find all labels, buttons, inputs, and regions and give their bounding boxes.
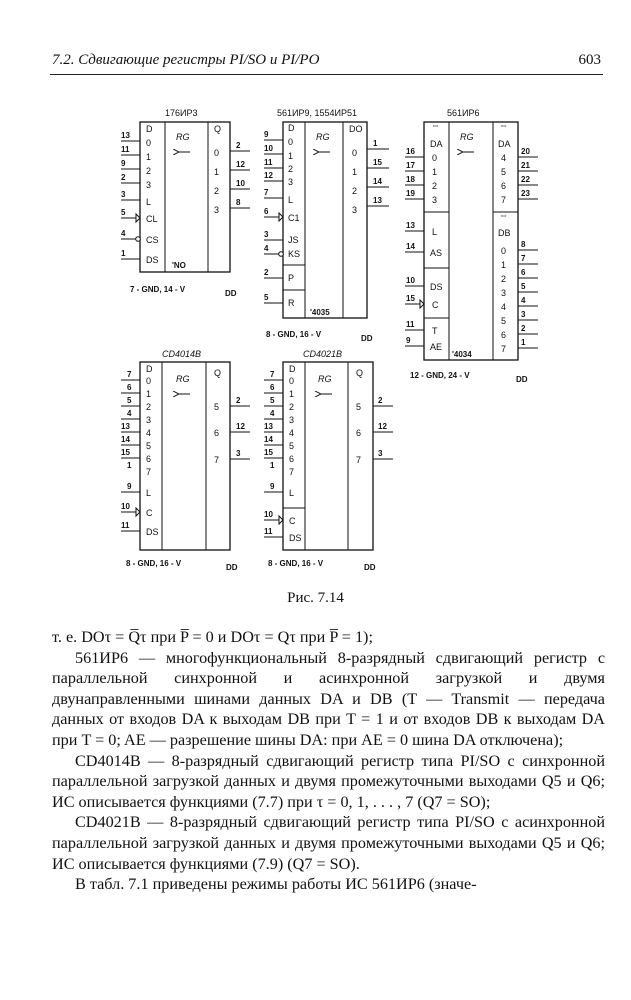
chip-cd4014b [121,349,250,572]
paragraph-1: т. е. DOτ = Q̅τ при P̅ = 0 и DOτ = Qτ при P̅ = 1); [52,628,373,646]
svg-text:RG: RG [318,374,332,384]
svg-text:D: D [289,364,296,374]
svg-text:DA: DA [498,139,511,149]
svg-text:0: 0 [501,246,507,256]
svg-text:12: 12 [378,422,387,431]
svg-text:15: 15 [373,158,382,167]
svg-text:2: 2 [501,274,507,284]
svg-text:DS: DS [146,255,159,265]
svg-text:3: 3 [214,205,220,215]
svg-text:11: 11 [264,158,273,167]
svg-text:11: 11 [121,145,130,154]
svg-text:2: 2 [288,164,294,174]
svg-text:10: 10 [264,510,273,519]
svg-text:JS: JS [288,235,299,245]
svg-text:DD: DD [226,563,238,572]
svg-text:13: 13 [406,221,415,230]
svg-text:L: L [432,227,438,237]
svg-text:1: 1 [214,167,220,177]
svg-text:15: 15 [121,448,130,457]
svg-text:0: 0 [146,376,152,386]
svg-text:AS: AS [430,248,443,258]
svg-text:7: 7 [127,370,132,379]
chip-title: CD4021B [303,349,343,359]
svg-text:4: 4 [521,296,526,305]
svg-text:21: 21 [521,161,530,170]
svg-text:13: 13 [264,422,273,431]
svg-text:2: 2 [146,166,152,176]
svg-text:RG: RG [460,132,474,142]
svg-text:7 - GND, 14 - V: 7 - GND, 14 - V [130,285,186,294]
svg-text:10: 10 [406,276,415,285]
svg-text:5: 5 [121,208,126,217]
svg-text:7: 7 [289,467,295,477]
svg-text:4: 4 [121,229,126,238]
svg-text:5: 5 [146,441,152,451]
svg-text:0: 0 [432,153,438,163]
svg-text:8: 8 [236,198,241,207]
paragraph-5: В табл. 7.1 приведены режимы работы ИС 561ИР6 (значе- [75,875,477,894]
svg-text:R: R [288,298,295,308]
svg-text:18: 18 [406,175,415,184]
svg-text:0: 0 [288,137,294,147]
chip-cd4021b [264,349,393,572]
svg-text:7: 7 [501,344,507,354]
svg-text:9: 9 [270,482,275,491]
svg-text:4: 4 [501,302,507,312]
svg-text:AE: AE [430,342,443,352]
chip-title: 561ИР9, 1554ИР51 [277,108,357,118]
figure-caption: Рис. 7.14 [287,590,344,606]
svg-text:2: 2 [521,324,526,333]
svg-text:2: 2 [146,402,152,412]
svg-text:6: 6 [356,428,362,438]
svg-text:D: D [146,364,153,374]
svg-text:1: 1 [521,338,526,347]
svg-text:C: C [146,508,153,518]
svg-text:17: 17 [406,161,415,170]
svg-text:14: 14 [373,177,382,186]
svg-text:4: 4 [270,409,275,418]
svg-text:9: 9 [406,336,411,345]
svg-text:11: 11 [264,527,273,536]
svg-text:5: 5 [127,396,132,405]
svg-text:1: 1 [127,461,132,470]
svg-text:7: 7 [356,455,362,465]
svg-text:5: 5 [501,316,507,326]
svg-text:7: 7 [214,455,220,465]
svg-text:KS: KS [288,249,301,259]
svg-text:DS: DS [289,533,302,543]
svg-text:L: L [146,488,152,498]
chip-title: 176ИР3 [165,108,198,118]
svg-text:CS: CS [146,235,159,245]
svg-text:23: 23 [521,189,530,198]
chip-176ir3 [121,108,250,298]
svg-text:4: 4 [501,153,507,163]
svg-text:22: 22 [521,175,530,184]
paragraph-2: 561ИР6 — многофункциональный 8-разрядный сдвигающий регистр с параллельной синхронной и асинхронной загрузкой и двумя двунаправленными шинами данных DA и DB (T — Transmit — передача данных от входов DA к выходам DB при T = 1 и от входов DB к выходам DA при T = 0; AE — разрешение шины DA: при AE = 0 шина DA отключена); [52,648,605,749]
svg-text:1: 1 [270,461,275,470]
svg-text:DB: DB [498,228,511,238]
svg-text:D: D [288,123,295,133]
svg-text:DD: DD [364,563,376,572]
svg-text:0: 0 [289,376,295,386]
svg-text:CL: CL [146,214,158,224]
svg-text:3: 3 [146,415,152,425]
svg-text:0: 0 [146,138,152,148]
svg-text:3: 3 [146,180,152,190]
svg-text:8 - GND, 16 - V: 8 - GND, 16 - V [126,559,182,568]
svg-text:3: 3 [288,177,294,187]
svg-text:1: 1 [352,167,358,177]
svg-text:RG: RG [176,374,190,384]
svg-text:10: 10 [121,502,130,511]
chip-561ir9 [264,108,389,343]
svg-text:2: 2 [214,186,220,196]
svg-text:4: 4 [127,409,132,418]
svg-text:3: 3 [264,230,269,239]
svg-text:5: 5 [521,282,526,291]
svg-text:0: 0 [214,148,220,158]
svg-text:13: 13 [373,196,382,205]
svg-text:16: 16 [406,147,415,156]
paragraph-3: CD4014B — 8-разрядный сдвигающий регистр типа PI/SO с синхронной параллельной загрузкой данных и двумя промежуточными выходами Q5 и Q6; ИС описывается функциями (7.7) при τ = 0, 1, . . . , 7 (Q7 = SO); [52,751,605,811]
svg-text:⇔: ⇔ [431,120,440,130]
svg-text:6: 6 [127,383,132,392]
svg-text:1: 1 [373,139,378,148]
svg-text:P: P [288,273,295,283]
svg-text:2: 2 [352,186,358,196]
svg-text:4: 4 [146,428,152,438]
svg-text:7: 7 [270,370,275,379]
svg-text:⇔: ⇔ [499,120,508,130]
svg-text:3: 3 [289,415,295,425]
svg-text:3: 3 [121,190,126,199]
svg-text:8: 8 [521,240,526,249]
svg-text:3: 3 [501,288,507,298]
svg-text:Q: Q [214,124,222,134]
svg-text:C: C [432,300,439,310]
svg-text:15: 15 [406,294,415,303]
svg-text:1: 1 [288,151,294,161]
svg-text:6: 6 [264,207,269,216]
svg-text:11: 11 [406,320,415,329]
svg-text:9: 9 [121,159,126,168]
svg-text:C: C [289,516,296,526]
svg-text:D: D [146,124,153,134]
svg-text:14: 14 [121,435,130,444]
svg-text:3: 3 [432,195,438,205]
svg-text:2: 2 [236,396,241,405]
svg-text:6: 6 [270,383,275,392]
svg-text:5: 5 [356,402,362,412]
svg-text:1: 1 [121,249,126,258]
svg-text:DD: DD [361,334,373,343]
svg-text:RG: RG [316,132,330,142]
svg-text:2: 2 [378,396,383,405]
svg-text:8 - GND, 16 - V: 8 - GND, 16 - V [266,330,322,339]
svg-text:DS: DS [146,527,159,537]
svg-text:7: 7 [146,467,152,477]
svg-text:10: 10 [264,144,273,153]
svg-text:4: 4 [264,244,269,253]
svg-text:1: 1 [289,389,295,399]
chip-title: 561ИР6 [447,108,480,118]
svg-text:13: 13 [121,422,130,431]
svg-text:6: 6 [501,181,507,191]
svg-text:5: 5 [264,293,269,302]
svg-text:6: 6 [146,454,152,464]
svg-text:2: 2 [264,268,269,277]
svg-text:9: 9 [264,130,269,139]
svg-text:DD: DD [225,289,237,298]
svg-text:3: 3 [352,205,358,215]
svg-text:3: 3 [378,449,383,458]
page-number: 603 [578,52,601,68]
running-header-section: 7.2. Сдвигающие регистры PI/SO и PI/PO [52,52,320,68]
svg-text:DA: DA [430,139,443,149]
svg-text:5: 5 [501,167,507,177]
svg-text:11: 11 [121,521,130,530]
chip-title: CD4014B [162,349,202,359]
svg-text:'NO: 'NO [172,261,186,270]
svg-text:5: 5 [214,402,220,412]
svg-text:DD: DD [516,375,528,384]
svg-text:RG: RG [176,132,190,142]
svg-text:6: 6 [214,428,220,438]
svg-text:0: 0 [352,148,358,158]
svg-text:9: 9 [127,482,132,491]
svg-text:L: L [146,197,152,207]
svg-text:'4035: '4035 [310,308,330,317]
svg-text:20: 20 [521,147,530,156]
svg-text:Q: Q [214,368,222,378]
svg-text:14: 14 [264,435,273,444]
svg-text:14: 14 [406,242,415,251]
svg-text:DS: DS [430,282,443,292]
svg-text:19: 19 [406,189,415,198]
body-text [52,627,605,895]
svg-text:15: 15 [264,448,273,457]
svg-text:3: 3 [521,310,526,319]
svg-text:12: 12 [236,422,245,431]
svg-text:1: 1 [432,167,438,177]
svg-text:C1: C1 [288,213,300,223]
svg-text:3: 3 [236,449,241,458]
svg-text:2: 2 [289,402,295,412]
svg-text:10: 10 [236,179,245,188]
svg-text:6: 6 [501,330,507,340]
svg-text:L: L [288,195,294,205]
svg-text:6: 6 [521,268,526,277]
svg-text:6: 6 [289,454,295,464]
svg-text:1: 1 [501,260,507,270]
svg-text:2: 2 [236,141,241,150]
svg-text:2: 2 [432,181,438,191]
svg-text:2: 2 [121,173,126,182]
svg-text:7: 7 [264,188,269,197]
svg-text:1: 1 [146,152,152,162]
svg-text:Q: Q [356,368,364,378]
svg-text:12: 12 [264,171,273,180]
svg-text:12: 12 [236,160,245,169]
svg-text:⇔: ⇔ [499,210,508,220]
svg-text:13: 13 [121,131,130,140]
svg-text:4: 4 [289,428,295,438]
svg-text:1: 1 [146,389,152,399]
svg-text:7: 7 [501,195,507,205]
chip-561ir6 [405,108,538,384]
svg-text:5: 5 [270,396,275,405]
svg-text:8 - GND, 16 - V: 8 - GND, 16 - V [268,559,324,568]
svg-text:'4034: '4034 [452,350,472,359]
svg-text:12 - GND, 24 - V: 12 - GND, 24 - V [410,371,470,380]
svg-text:5: 5 [289,441,295,451]
svg-text:7: 7 [521,254,526,263]
svg-text:DO: DO [349,124,363,134]
svg-text:T: T [432,326,438,336]
paragraph-4: CD4021B — 8-разрядный сдвигающий регистр типа PI/SO с асинхронной параллельной загрузкой данных и двумя промежуточными выходами Q5 и Q6; ИС описывается функциями (7.9) (Q7 = SO). [52,813,605,873]
svg-text:L: L [289,488,295,498]
